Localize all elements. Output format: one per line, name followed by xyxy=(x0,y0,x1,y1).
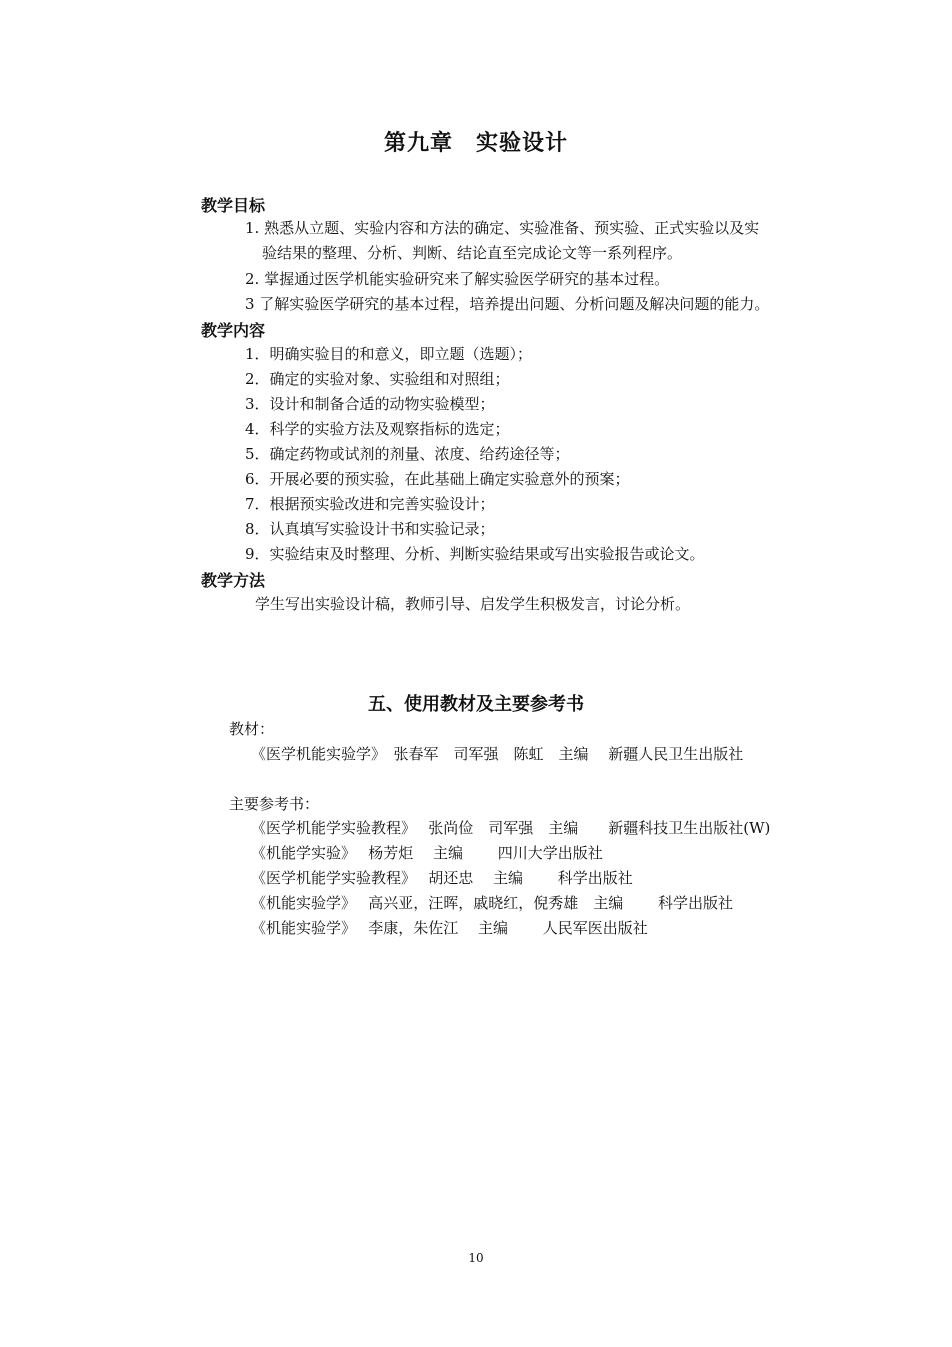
objective-item-3: 3 了解实验医学研究的基本过程，培养提出问题、分析问题及解决问题的能力。 xyxy=(245,295,770,313)
content-heading: 教学内容 xyxy=(201,321,266,340)
content-item-2: 2．确定的实验对象、实验组和对照组； xyxy=(245,370,510,388)
page-number: 10 xyxy=(468,1251,484,1265)
objective-item-2: 2. 掌握通过医学机能实验研究来了解实验医学研究的基本过程。 xyxy=(245,270,670,288)
content-item-1: 1．明确实验目的和意义，即立题（选题）； xyxy=(245,345,533,363)
content-item-8: 8．认真填写实验设计书和实验记录； xyxy=(245,520,495,538)
textbook-entry: 《医学机能实验学》 张春军 司军强 陈虹 主编 新疆人民卫生出版社 xyxy=(251,745,744,763)
references-label: 主要参考书： xyxy=(229,795,320,813)
content-item-9: 9．实验结束及时整理、分析、判断实验结果或写出实验报告或论文。 xyxy=(245,545,705,563)
reference-entry-5: 《机能实验学》 李康，朱佐江 主编 人民军医出版社 xyxy=(251,919,648,937)
reference-entry-1: 《医学机能学实验教程》 张尚俭 司军强 主编 新疆科技卫生出版社(W) xyxy=(251,819,771,837)
objective-item-1-line-1: 1. 熟悉从立题、实验内容和方法的确定、实验准备、预实验、正式实验以及实 xyxy=(245,219,760,237)
textbook-label: 教材： xyxy=(229,720,275,738)
content-item-6: 6．开展必要的预实验，在此基础上确定实验意外的预案； xyxy=(245,470,630,488)
content-item-4: 4．科学的实验方法及观察指标的选定； xyxy=(245,420,510,438)
reference-entry-4: 《机能实验学》 高兴亚，汪晖，戚晓红，倪秀雄 主编 科学出版社 xyxy=(251,894,734,912)
methods-heading: 教学方法 xyxy=(201,571,266,590)
objectives-heading: 教学目标 xyxy=(201,196,266,215)
chapter-title: 第九章 实验设计 xyxy=(383,131,568,156)
content-item-5: 5．确定药物或试剂的剂量、浓度、给药途径等； xyxy=(245,445,570,463)
content-item-7: 7．根据预实验改进和完善实验设计； xyxy=(245,495,495,513)
content-item-3: 3．设计和制备合适的动物实验模型； xyxy=(245,395,495,413)
reference-entry-3: 《医学机能学实验教程》 胡还忠 主编 科学出版社 xyxy=(251,869,633,887)
references-section-title: 五、使用教材及主要参考书 xyxy=(368,694,584,715)
reference-entry-2: 《机能学实验》 杨芳炬 主编 四川大学出版社 xyxy=(251,844,603,862)
objective-item-1-line-2: 验结果的整理、分析、判断、结论直至完成论文等一系列程序。 xyxy=(262,244,683,262)
methods-text: 学生写出实验设计稿，教师引导、启发学生积极发言，讨论分析。 xyxy=(255,595,691,613)
